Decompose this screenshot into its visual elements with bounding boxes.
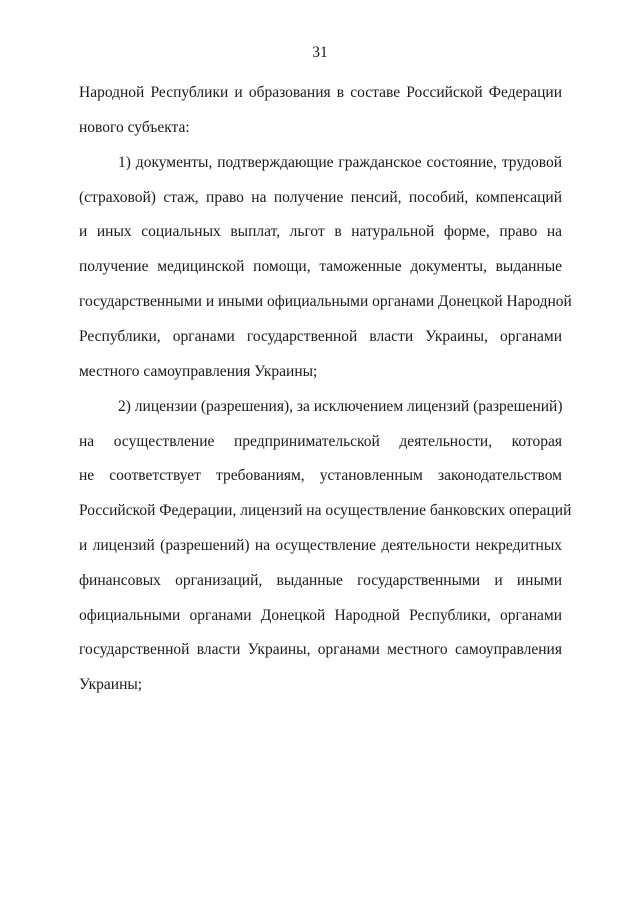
paragraph-1-start: 1) документы, подтверждающие гражданское состояние, трудовой xyxy=(118,154,562,171)
text-line: местного самоуправления Украины; xyxy=(79,363,318,380)
text-line: получение медицинской помощи, таможенные документы, выданные xyxy=(79,258,562,275)
text-line: (страховой) стаж, право на получение пенсий, пособий, компенсаций xyxy=(79,189,562,206)
paragraph-2-start: 2) лицензии (разрешения), за исключением лицензий (разрешений) xyxy=(118,398,563,415)
text-line: и иных социальных выплат, льгот в натуральной форме, право на xyxy=(79,223,562,240)
text-line: государственными и иными официальными органами Донецкой Народной xyxy=(79,293,572,310)
text-line: и лицензий (разрешений) на осуществление деятельности некредитных xyxy=(79,537,562,554)
text-line: Народной Республики и образования в составе Российской Федерации xyxy=(79,84,562,101)
text-line: Республики, органами государственной власти Украины, органами xyxy=(79,328,562,345)
text-line: Российской Федерации, лицензий на осуществление банковских операций xyxy=(79,502,572,519)
text-line: Украины; xyxy=(79,676,143,693)
text-line: официальными органами Донецкой Народной Республики, органами xyxy=(79,607,562,624)
text-line: финансовых организаций, выданные государственными и иными xyxy=(79,572,562,589)
text-line: нового субъекта: xyxy=(79,119,190,136)
text-line: на осуществление предпринимательской деятельности, которая xyxy=(79,433,562,450)
text-line: государственной власти Украины, органами местного самоуправления xyxy=(79,641,562,658)
page-number: 31 xyxy=(312,44,328,61)
text-line: не соответствует требованиям, установленным законодательством xyxy=(79,467,562,484)
